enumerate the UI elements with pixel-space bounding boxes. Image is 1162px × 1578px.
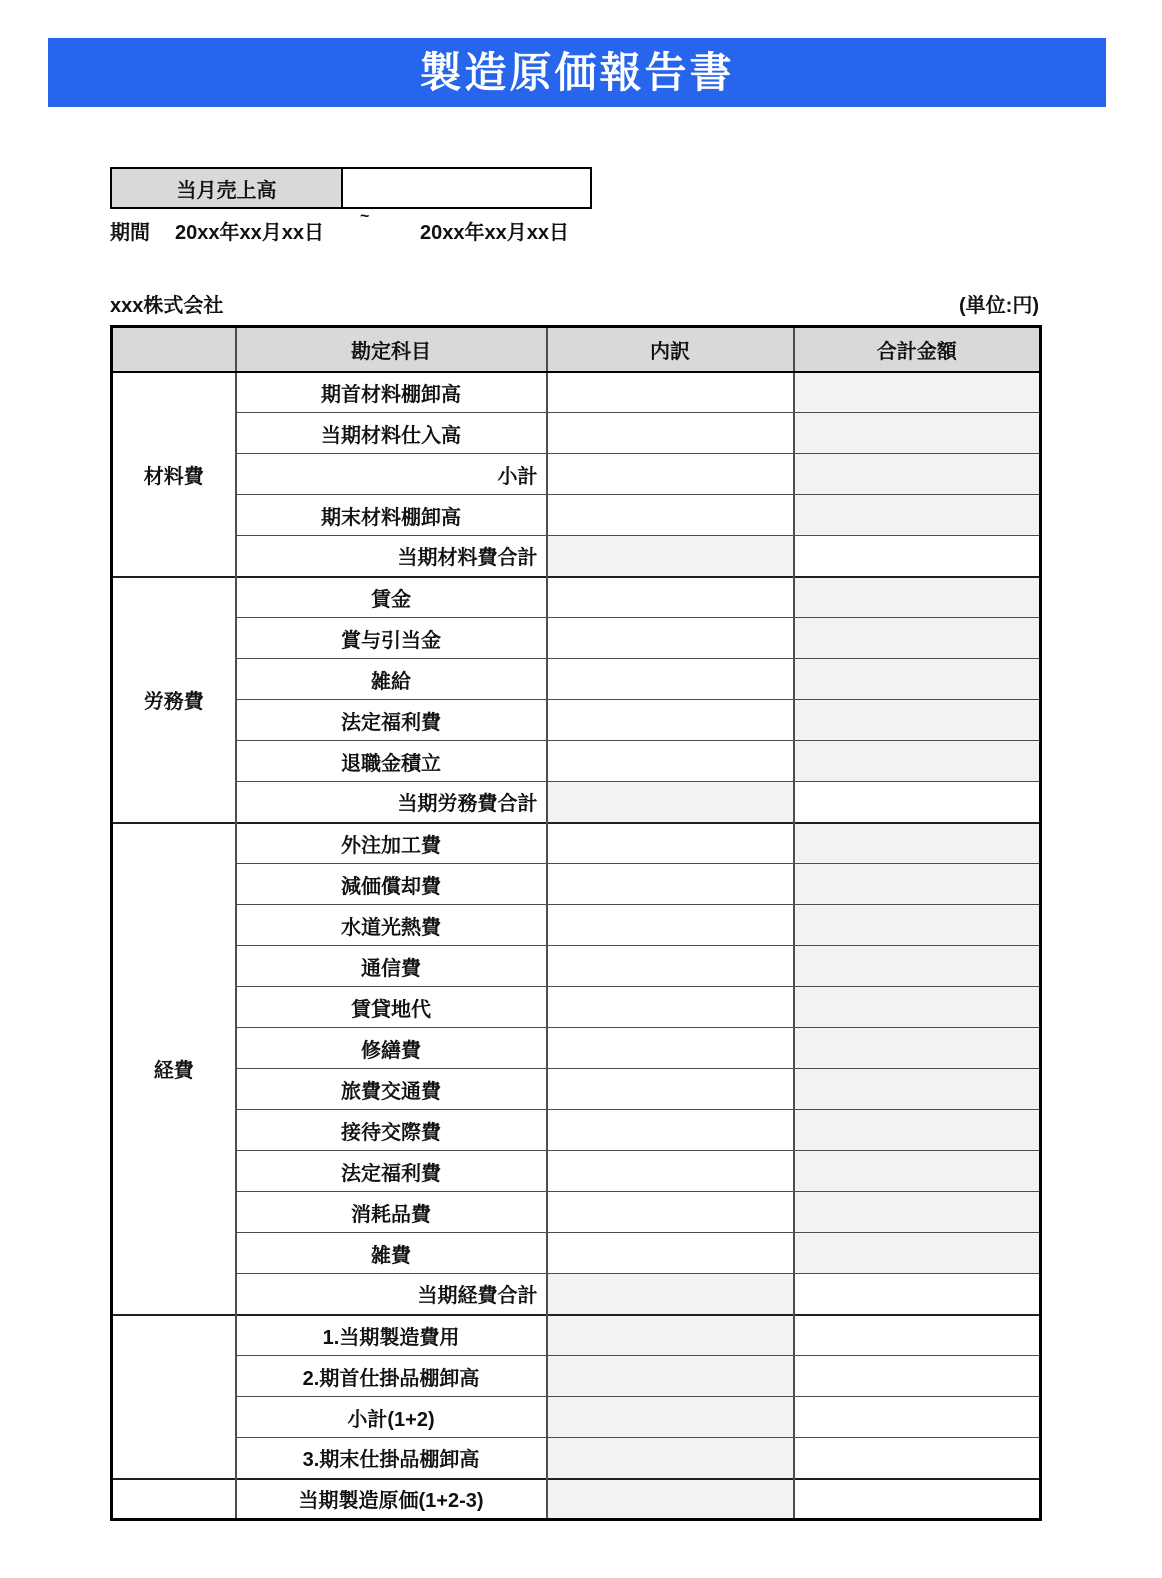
total-cell[interactable] [794, 1110, 1041, 1151]
account-label: 接待交際費 [236, 1110, 547, 1151]
total-cell[interactable] [794, 413, 1041, 454]
total-cell[interactable] [794, 372, 1041, 413]
group-label-materials: 材料費 [112, 372, 236, 577]
total-cell[interactable] [794, 1397, 1041, 1438]
account-label: 1.当期製造費用 [236, 1315, 547, 1356]
account-label: 修繕費 [236, 1028, 547, 1069]
account-label: 期首材料棚卸高 [236, 372, 547, 413]
breakdown-cell[interactable] [547, 1438, 794, 1479]
account-label: 賃金 [236, 577, 547, 618]
breakdown-cell[interactable] [547, 700, 794, 741]
header-breakdown: 内訳 [547, 327, 794, 372]
period-label: 期間 [110, 222, 150, 244]
total-cell[interactable] [794, 987, 1041, 1028]
table-row [112, 1315, 1041, 1356]
account-label: 雑費 [236, 1233, 547, 1274]
breakdown-cell[interactable] [547, 987, 794, 1028]
monthly-sales-input[interactable] [343, 169, 590, 207]
table-row [112, 864, 1041, 905]
company-row [110, 289, 1039, 318]
breakdown-cell[interactable] [547, 782, 794, 823]
account-label: 小計(1+2) [236, 1397, 547, 1438]
account-label: 雑給 [236, 659, 547, 700]
table-row [112, 782, 1041, 823]
total-cell[interactable] [794, 495, 1041, 536]
table-row [112, 495, 1041, 536]
breakdown-cell[interactable] [547, 454, 794, 495]
account-label: 退職金積立 [236, 741, 547, 782]
account-label: 旅費交通費 [236, 1069, 547, 1110]
breakdown-cell[interactable] [547, 1397, 794, 1438]
company-name: xxx株式会社 [110, 295, 224, 317]
total-cell[interactable] [794, 1315, 1041, 1356]
breakdown-cell[interactable] [547, 659, 794, 700]
table-row [112, 577, 1041, 618]
account-label: 期末材料棚卸高 [236, 495, 547, 536]
account-label: 当期経費合計 [236, 1274, 547, 1315]
table-row [112, 1274, 1041, 1315]
total-cell[interactable] [794, 659, 1041, 700]
table-row [112, 372, 1041, 413]
total-cell[interactable] [794, 1274, 1041, 1315]
total-cell[interactable] [794, 1151, 1041, 1192]
page-title: 製造原価報告書 [419, 48, 735, 96]
account-label: 賃貸地代 [236, 987, 547, 1028]
table-row [112, 1069, 1041, 1110]
title-banner [48, 38, 1106, 107]
group-label-final [112, 1479, 236, 1520]
total-cell[interactable] [794, 1233, 1041, 1274]
total-cell[interactable] [794, 1438, 1041, 1479]
table-row [112, 1110, 1041, 1151]
breakdown-cell[interactable] [547, 1110, 794, 1151]
header-account: 勘定科目 [236, 327, 547, 372]
breakdown-cell[interactable] [547, 1356, 794, 1397]
monthly-sales-label: 当月売上高 [112, 169, 343, 207]
table-row [112, 987, 1041, 1028]
breakdown-cell[interactable] [547, 536, 794, 577]
unit-note: (単位:円) [959, 295, 1039, 317]
breakdown-cell[interactable] [547, 577, 794, 618]
table-row [112, 618, 1041, 659]
table-row [112, 1192, 1041, 1233]
group-label-labor: 労務費 [112, 577, 236, 823]
account-label: 法定福利費 [236, 1151, 547, 1192]
account-label: 減価償却費 [236, 864, 547, 905]
period-line [110, 208, 810, 244]
header-total: 合計金額 [794, 327, 1041, 372]
account-label: 消耗品費 [236, 1192, 547, 1233]
table-row [112, 741, 1041, 782]
breakdown-cell[interactable] [547, 1479, 794, 1520]
breakdown-cell[interactable] [547, 823, 794, 864]
breakdown-cell[interactable] [547, 1028, 794, 1069]
table-row [112, 823, 1041, 864]
total-cell[interactable] [794, 905, 1041, 946]
monthly-sales-box [110, 167, 592, 209]
group-label-summary [112, 1315, 236, 1479]
table-row [112, 1397, 1041, 1438]
account-label: 水道光熱費 [236, 905, 547, 946]
period-from-date: 20xx年xx月xx日 [175, 222, 324, 244]
cost-report-table [110, 325, 1042, 1521]
table-row [112, 905, 1041, 946]
account-label: 通信費 [236, 946, 547, 987]
table-row [112, 454, 1041, 495]
table-row [112, 1028, 1041, 1069]
breakdown-cell[interactable] [547, 1233, 794, 1274]
account-label: 3.期末仕掛品棚卸高 [236, 1438, 547, 1479]
breakdown-cell[interactable] [547, 1315, 794, 1356]
group-label-expenses: 経費 [112, 823, 236, 1315]
header-row [112, 327, 1041, 372]
breakdown-cell[interactable] [547, 372, 794, 413]
table-row [112, 1356, 1041, 1397]
total-cell[interactable] [794, 864, 1041, 905]
total-cell[interactable] [794, 1356, 1041, 1397]
total-cell[interactable] [794, 946, 1041, 987]
account-label: 当期材料費合計 [236, 536, 547, 577]
total-cell[interactable] [794, 700, 1041, 741]
account-label: 当期製造原価(1+2-3) [236, 1479, 547, 1520]
table-row [112, 1233, 1041, 1274]
account-label: 賞与引当金 [236, 618, 547, 659]
total-cell[interactable] [794, 782, 1041, 823]
breakdown-cell[interactable] [547, 741, 794, 782]
breakdown-cell[interactable] [547, 1192, 794, 1233]
table-row [112, 946, 1041, 987]
account-label: 当期労務費合計 [236, 782, 547, 823]
account-label: 2.期首仕掛品棚卸高 [236, 1356, 547, 1397]
table-row [112, 413, 1041, 454]
breakdown-cell[interactable] [547, 905, 794, 946]
period-tilde: ~ [360, 208, 370, 225]
total-cell[interactable] [794, 618, 1041, 659]
header-group [112, 327, 236, 372]
breakdown-cell[interactable] [547, 1151, 794, 1192]
breakdown-cell[interactable] [547, 1274, 794, 1315]
table-row [112, 1151, 1041, 1192]
account-label: 小計 [236, 454, 547, 495]
total-cell[interactable] [794, 1192, 1041, 1233]
breakdown-cell[interactable] [547, 618, 794, 659]
total-cell[interactable] [794, 823, 1041, 864]
total-cell[interactable] [794, 1069, 1041, 1110]
total-cell[interactable] [794, 1028, 1041, 1069]
table-row [112, 1438, 1041, 1479]
breakdown-cell[interactable] [547, 1069, 794, 1110]
account-label: 外注加工費 [236, 823, 547, 864]
account-label: 法定福利費 [236, 700, 547, 741]
breakdown-cell[interactable] [547, 864, 794, 905]
account-label: 当期材料仕入高 [236, 413, 547, 454]
total-cell[interactable] [794, 454, 1041, 495]
total-cell[interactable] [794, 536, 1041, 577]
table-row [112, 700, 1041, 741]
breakdown-cell[interactable] [547, 413, 794, 454]
total-cell[interactable] [794, 741, 1041, 782]
total-cell[interactable] [794, 1479, 1041, 1520]
table-row [112, 659, 1041, 700]
table-row [112, 536, 1041, 577]
breakdown-cell[interactable] [547, 946, 794, 987]
total-cell[interactable] [794, 577, 1041, 618]
table-row [112, 1479, 1041, 1520]
period-to-date: 20xx年xx月xx日 [420, 222, 569, 244]
breakdown-cell[interactable] [547, 495, 794, 536]
